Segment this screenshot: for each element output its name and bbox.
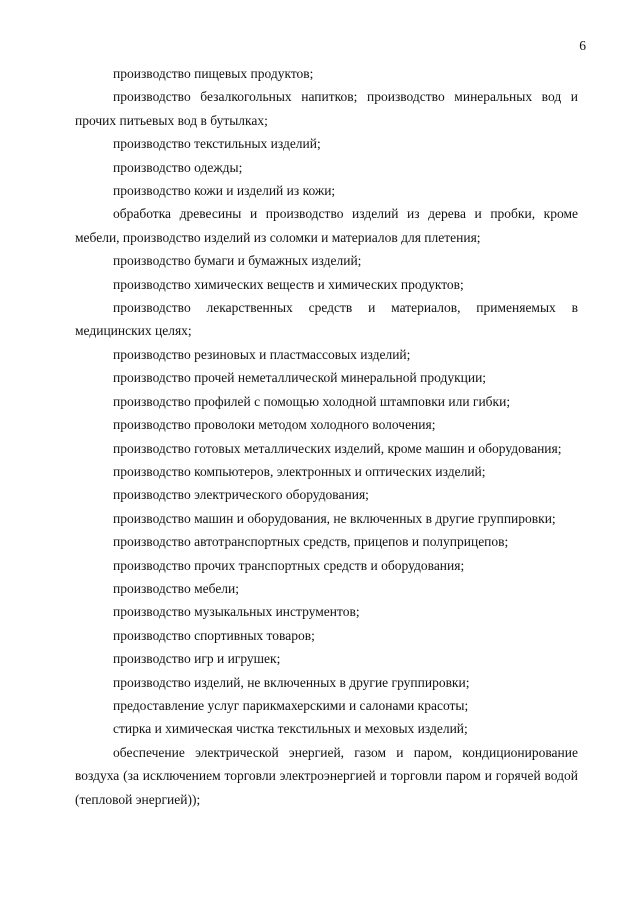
list-item: производство прочих транспортных средств и оборудования; xyxy=(113,557,465,573)
list-item: производство профилей с помощью холодной штамповки или гибки; xyxy=(113,393,511,409)
list-item: производство химических веществ и химических продуктов; xyxy=(113,276,464,292)
list-item: производство проволоки методом холодного волочения; xyxy=(113,417,436,433)
list-item: производство мебели; xyxy=(113,580,240,596)
list-item: производство резиновых и пластмассовых изделий; xyxy=(113,346,411,362)
list-item: обеспечение электрической энергией, газом и паром, кондиционирование воздуха (за исключением торговли электроэнергией и торговли паром и горячей водой (тепловой энергией)); xyxy=(75,744,578,807)
list-item: производство автотранспортных средств, прицепов и полуприцепов; xyxy=(113,534,509,550)
list-item: производство музыкальных инструментов; xyxy=(113,604,360,620)
list-item: производство кожи и изделий из кожи; xyxy=(113,183,336,199)
list-item: производство изделий, не включенных в другие группировки; xyxy=(113,674,470,690)
list-item: производство лекарственных средств и материалов, применяемых в медицинских целях; xyxy=(75,300,578,339)
list-item: обработка древесины и производство изделий из дерева и пробки, кроме мебели, производство изделий из соломки и материалов для плетения; xyxy=(75,206,578,245)
list-item: производство машин и оборудования, не включенных в другие группировки; xyxy=(113,510,556,526)
list-item: производство электрического оборудования; xyxy=(113,487,369,503)
list-item: производство спортивных товаров; xyxy=(113,627,315,643)
page-number: 6 xyxy=(579,38,586,53)
list-item: производство готовых металлических изделий, кроме машин и оборудования; xyxy=(113,440,562,456)
list-item: производство игр и игрушек; xyxy=(113,651,281,667)
list-item: производство безалкогольных напитков; производство минеральных вод и прочих питьевых вод в бутылках; xyxy=(75,89,578,128)
list-item: производство бумаги и бумажных изделий; xyxy=(113,253,362,269)
list-item: производство одежды; xyxy=(113,159,243,175)
list-item: производство прочей неметаллической минеральной продукции; xyxy=(113,370,487,386)
list-item: предоставление услуг парикмахерскими и салонами красоты; xyxy=(113,697,469,713)
list-item: стирка и химическая чистка текстильных и меховых изделий; xyxy=(113,721,468,737)
document-body xyxy=(75,62,578,811)
list-item: производство пищевых продуктов; xyxy=(113,66,314,81)
list-item: производство компьютеров, электронных и оптических изделий; xyxy=(113,463,486,479)
list-item: производство текстильных изделий; xyxy=(113,136,321,152)
